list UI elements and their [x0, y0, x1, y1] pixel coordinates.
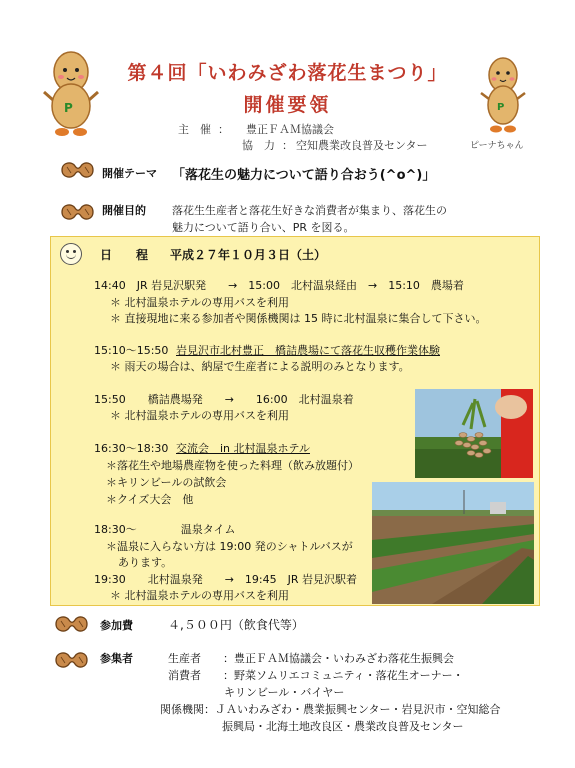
schedule-line: 15:10～15:50 — [94, 344, 169, 357]
peanut-icon — [58, 158, 96, 182]
schedule-date: 平成２７年１０月３日（土） — [170, 248, 327, 262]
svg-text:P: P — [497, 102, 505, 113]
purpose-text — [172, 202, 492, 236]
theme-label: 開催テーマ — [102, 167, 157, 180]
participants-line: 消費者 ：野菜ソムリエコミュニティ・落花生オーナー・ — [168, 669, 464, 682]
host-colon: ： — [218, 123, 229, 136]
mascot-caption: ピーナちゃん — [470, 141, 524, 151]
participants-line: キリンビール・バイヤー — [224, 686, 345, 699]
schedule-label: 日 程 — [100, 248, 149, 262]
theme-text: 「落花生の魅力について語り合おう(^o^)」 — [172, 168, 436, 183]
schedule-line: 岩見沢市北村豊正 橋詰農場にて落花生収穫作業体験 — [176, 344, 440, 357]
smiley-icon — [60, 243, 82, 265]
purpose-line: 落花生生産者と落花生好きな消費者が集まり、落花生の — [172, 204, 447, 217]
coop-value: 空知農業改良普及センター — [296, 139, 428, 152]
coop-colon: ： — [282, 139, 293, 152]
peanut-icon — [52, 648, 90, 672]
participants-label: 参集者 — [100, 652, 133, 665]
harvest-photo — [415, 389, 533, 478]
schedule-line: ＊落花生や地場農産物を使った料理（飲み放題付） — [106, 459, 359, 472]
schedule-line: あります。 — [118, 556, 173, 569]
page-title: 第４回「いわみざわ落花生まつり」 — [127, 62, 448, 84]
schedule-line: ＊温泉に入らない方は 19:00 発のシャトルバスが — [106, 540, 353, 553]
schedule-line: ＊ 北村温泉ホテルの専用バスを利用 — [110, 409, 289, 422]
schedule-line: ＊クイズ大会 他 — [106, 493, 194, 506]
schedule-line: 19:30 北村温泉発 → 19:45 JR 岩見沢駅着 — [94, 573, 357, 586]
schedule-line: 18:30～ 温泉タイム — [94, 523, 236, 536]
svg-text:P: P — [64, 101, 73, 115]
peanut-icon — [58, 200, 96, 224]
schedule-line: ＊ 雨天の場合は、納屋で生産者による説明のみとなります。 — [110, 360, 410, 373]
schedule-line: 交流会 in 北村温泉ホテル — [176, 442, 310, 455]
schedule-line: ＊ 北村温泉ホテルの専用バスを利用 — [110, 589, 289, 602]
schedule-line: 16:30～18:30 — [94, 442, 169, 455]
host-label: 主 催 — [178, 123, 211, 136]
schedule-line: ＊ 北村温泉ホテルの専用バスを利用 — [110, 296, 289, 309]
field-photo — [372, 482, 534, 604]
schedule-line: ＊ 直接現地に来る参加者や関係機関は 15 時に北村温泉に集合して下さい。 — [110, 312, 487, 325]
coop-label: 協 力 — [242, 139, 275, 152]
schedule-line: 14:40 JR 岩見沢駅発 → 15:00 北村温泉経由 → 15:10 農場着 — [94, 279, 464, 292]
participants-line: 関係機関：ＪＡいわみざわ・農業振興センター・岩見沢市・空知総合 — [160, 703, 501, 716]
participants-line: 生産者 ：豊正ＦＡＭ協議会・いわみざわ落花生振興会 — [168, 652, 454, 665]
page-subtitle: 開催要領 — [243, 94, 332, 116]
host-value: 豊正ＦＡＭ協議会 — [246, 123, 334, 136]
schedule-line: ＊キリンビールの試飲会 — [106, 476, 227, 489]
purpose-line: 魅力について語り合い、PR を図る。 — [172, 221, 355, 234]
peanut-icon — [52, 612, 90, 636]
fee-label: 参加費 — [100, 619, 133, 632]
schedule-line: 15:50 橋詰農場発 → 16:00 北村温泉着 — [94, 393, 354, 406]
participants-line: 振興局・北海土地改良区・農業改良普及センター — [222, 720, 464, 733]
purpose-label: 開催目的 — [102, 204, 146, 217]
fee-text: ４,５００円（飲食代等） — [168, 618, 304, 632]
